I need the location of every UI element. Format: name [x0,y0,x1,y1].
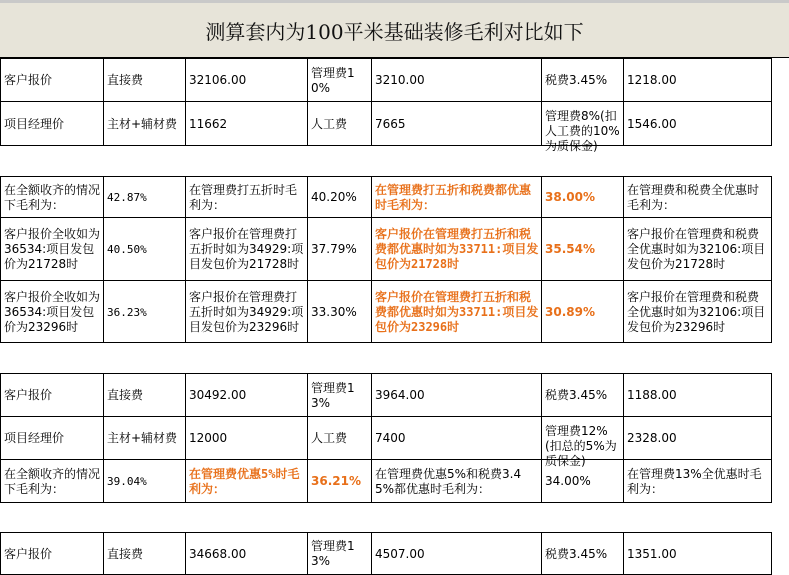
cell-text: 管理费8%(扣人工费的10%为质保金) [545,109,620,153]
cell[interactable]: 38.00% [542,177,624,218]
section-4-table [0,532,772,575]
cell[interactable]: 1218.00 [624,59,772,102]
cell[interactable]: 33.30% [308,281,372,343]
cell[interactable]: 30492.00 [186,374,308,417]
cell[interactable]: 7665 [372,102,542,146]
cell[interactable] [372,218,542,281]
cell[interactable] [372,177,542,218]
table-row [1,59,772,102]
cell[interactable]: 客户报价在管理费打五折时如为34929:项目发包价为23296时 [186,281,308,343]
cell[interactable]: 11662 [186,102,308,146]
cell[interactable]: 在全额收齐的情况下毛利为： [1,460,104,503]
table-row [1,218,772,281]
cell[interactable]: 在管理费13%全优惠时毛利为： [624,460,772,503]
cell[interactable]: 直接费 [104,533,186,575]
cell-text: 在管理费打五折和税费都优惠时毛利为： [375,182,532,212]
cell[interactable]: 34668.00 [186,533,308,575]
table-row [1,533,772,575]
cell[interactable]: 4507.00 [372,533,542,575]
table-row [1,281,772,343]
cell[interactable]: 客户报价在管理费和税费全优惠时如为32106:项目发包价为21728时 [624,218,772,281]
cell[interactable]: 40.20% [308,177,372,218]
cell[interactable]: 在管理费打五折时毛利为： [186,177,308,218]
table-row [1,374,772,417]
sheet-title: 测算套内为100平米基础装修毛利对比如下 [0,3,789,58]
section-1-table [0,58,772,153]
cell[interactable]: 管理费13% [308,374,372,417]
cell[interactable]: 客户报价全收如为36534:项目发包价为23296时 [1,281,104,343]
cell[interactable]: 1546.00 [624,102,772,146]
section-2-table [0,176,772,343]
cell[interactable]: 人工费 [308,417,372,460]
cell[interactable]: 客户报价 [1,59,104,102]
cell[interactable]: 3210.00 [372,59,542,102]
cell[interactable]: 30.89% [542,281,624,343]
cell[interactable]: 12000 [186,417,308,460]
cell[interactable] [542,102,624,153]
cell[interactable]: 36.23% [104,281,186,343]
cell[interactable]: 主材+辅材费 [104,417,186,460]
cell[interactable]: 37.79% [308,218,372,281]
cell[interactable]: 34.00% [542,460,624,503]
cell[interactable]: 直接费 [104,59,186,102]
cell[interactable] [372,281,542,343]
cell[interactable]: 32106.00 [186,59,308,102]
cell-text: 管理费12%(扣总的5%为质保金) [545,423,617,468]
cell[interactable]: 36.21% [308,460,372,503]
cell[interactable]: 管理费13% [308,533,372,575]
cell[interactable]: 7400 [372,417,542,460]
cell[interactable]: 客户报价 [1,374,104,417]
cell[interactable]: 客户报价在管理费打五折时如为34929:项目发包价为21728时 [186,218,308,281]
cell[interactable]: 1188.00 [624,374,772,417]
cell[interactable]: 2328.00 [624,417,772,460]
table-row [1,417,772,460]
cell-text: 客户报价在管理费打五折和税费都优惠时如为33711:项目发包价为23296时 [375,289,539,334]
cell[interactable]: 客户报价在管理费和税费全优惠时如为32106:项目发包价为23296时 [624,281,772,343]
cell[interactable]: 在管理费优惠5%和税费3.45%都优惠时毛利为： [372,460,542,503]
cell[interactable]: 35.54% [542,218,624,281]
cell[interactable]: 客户报价 [1,533,104,575]
cell[interactable]: 税费3.45% [542,59,624,102]
cell[interactable]: 在管理费和税费全优惠时毛利为： [624,177,772,218]
cell[interactable]: 税费3.45% [542,374,624,417]
cell[interactable] [542,417,624,468]
cell[interactable]: 管理费10% [308,59,372,102]
table-row [1,102,772,146]
section-3-table [0,373,772,503]
cell-text: 客户报价在管理费打五折和税费都优惠时如为33711:项目发包价为21728时 [375,227,539,271]
cell[interactable]: 在管理费优惠5%时毛利为： [186,460,308,503]
table-row [1,460,772,503]
cell[interactable]: 税费3.45% [542,533,624,575]
cell[interactable]: 在全额收齐的情况下毛利为： [1,177,104,218]
cell[interactable]: 人工费 [308,102,372,146]
cell[interactable]: 项目经理价 [1,417,104,460]
cell[interactable]: 项目经理价 [1,102,104,146]
cell[interactable]: 主材+辅材费 [104,102,186,146]
cell[interactable]: 客户报价全收如为36534:项目发包价为21728时 [1,218,104,281]
cell[interactable]: 3964.00 [372,374,542,417]
cell[interactable]: 直接费 [104,374,186,417]
cell[interactable]: 40.50% [104,218,186,281]
cell[interactable]: 42.87% [104,177,186,218]
table-row [1,177,772,218]
cell[interactable]: 39.04% [104,460,186,503]
cell[interactable]: 1351.00 [624,533,772,575]
